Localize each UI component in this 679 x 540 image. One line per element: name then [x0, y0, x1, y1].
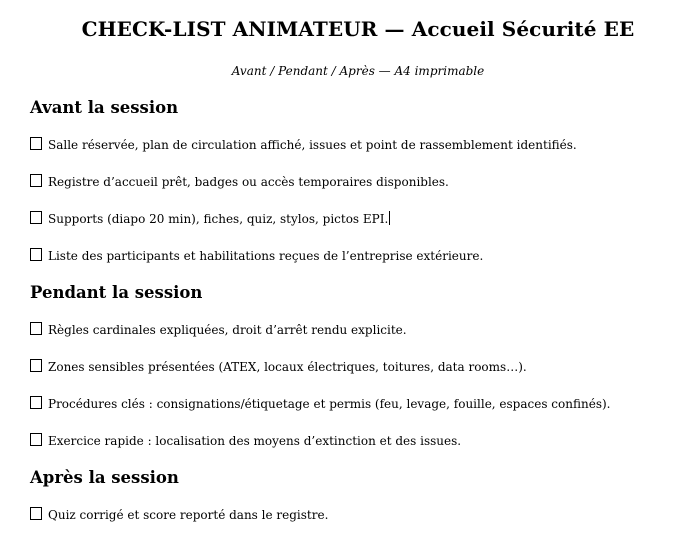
section-heading: Avant la session — [30, 98, 179, 117]
document-subtitle: Avant / Pendant / Après — A4 imprimable — [231, 64, 485, 78]
checklist-section — [30, 282, 679, 449]
checkbox-icon[interactable] — [30, 211, 42, 224]
text-cursor — [389, 211, 390, 225]
checklist-item-label: Registre d’accueil prêt, badges ou accès temporaires disponibles. — [48, 175, 449, 189]
section-items — [30, 137, 679, 264]
checklist-item — [30, 433, 679, 449]
checklist-item-label: Salle réservée, plan de circulation affiché, issues et point de rassemblement identifiés. — [48, 138, 577, 152]
checklist-item — [30, 507, 679, 523]
checkbox-icon[interactable] — [30, 396, 42, 409]
checkbox-icon[interactable] — [30, 137, 42, 150]
checklist-item-label: Zones sensibles présentées (ATEX, locaux électriques, toitures, data rooms…). — [48, 360, 527, 374]
checklist-section — [30, 97, 679, 264]
checklist-sections — [30, 97, 679, 523]
checklist-item — [30, 137, 679, 153]
checkbox-icon[interactable] — [30, 322, 42, 335]
section-items — [30, 507, 679, 523]
checklist-item-label: Règles cardinales expliquées, droit d’arrêt rendu explicite. — [48, 323, 407, 337]
checklist-item-label: Quiz corrigé et score reporté dans le registre. — [48, 508, 329, 522]
document-title: CHECK-LIST ANIMATEUR — Accueil Sécurité EE — [81, 17, 635, 41]
section-items — [30, 322, 679, 449]
checkbox-icon[interactable] — [30, 174, 42, 187]
checkbox-icon[interactable] — [30, 507, 42, 520]
checkbox-icon[interactable] — [30, 248, 42, 261]
checklist-section — [30, 467, 679, 523]
checklist-item — [30, 248, 679, 264]
checkbox-icon[interactable] — [30, 433, 42, 446]
section-heading: Après la session — [30, 468, 179, 487]
checklist-item — [30, 174, 679, 190]
checklist-item-label: Liste des participants et habilitations reçues de l’entreprise extérieure. — [48, 249, 484, 263]
checklist-item-label: Exercice rapide : localisation des moyens d’extinction et des issues. — [48, 434, 462, 448]
document-page[interactable] — [30, 16, 679, 523]
section-heading: Pendant la session — [30, 283, 203, 302]
checklist-item — [30, 322, 679, 338]
checkbox-icon[interactable] — [30, 359, 42, 372]
checklist-item — [30, 359, 679, 375]
checklist-item-label: Supports (diapo 20 min), fiches, quiz, stylos, pictos EPI. — [48, 212, 389, 226]
checklist-item — [30, 211, 679, 227]
checklist-item — [30, 396, 679, 412]
checklist-item-label: Procédures clés : consignations/étiquetage et permis (feu, levage, fouille, espaces confinés). — [48, 397, 611, 411]
